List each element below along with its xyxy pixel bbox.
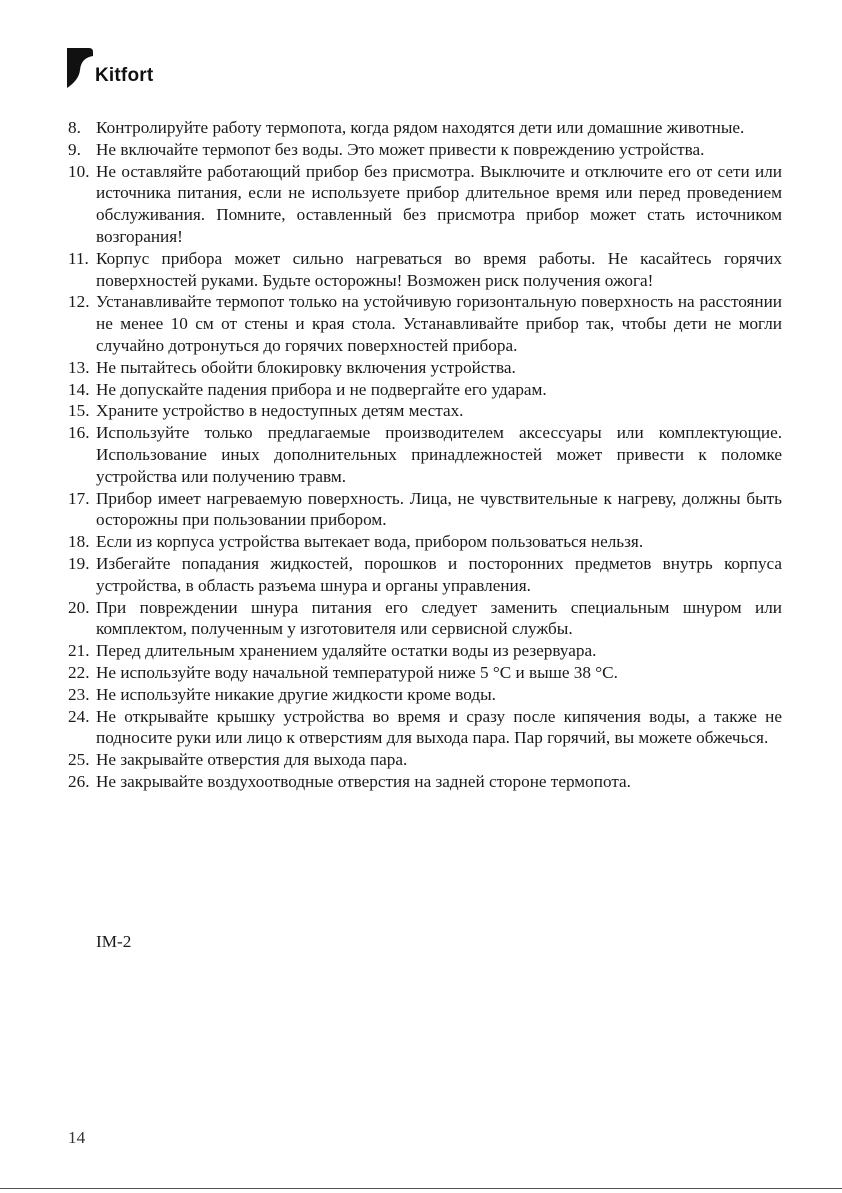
item-text: Храните устройство в недоступных детям местах. [96, 401, 464, 421]
item-text: Не пытайтесь обойти блокировку включения устройства. [96, 357, 516, 377]
item-text: Не открывайте крышку устройства во время и сразу после кипячения воды, а также не подносите руки или лицо к отверстиям для выхода пара. Пар горячий, вы можете обжечься. [96, 706, 782, 748]
item-number: 20. [68, 597, 90, 617]
item-number: 23. [68, 684, 90, 704]
item-text: Не оставляйте работающий прибор без присмотра. Выключите и отключите его от сети или источника питания, если не используете прибор длительное время или перед проведением обслуживания. Помните, оставленный без присмотра прибор может стать источником возгорания! [96, 161, 782, 246]
item-text: Перед длительным хранением удаляйте остатки воды из резервуара. [96, 641, 597, 661]
list-item [68, 422, 782, 487]
list-item [68, 117, 782, 139]
list-item [68, 400, 782, 422]
list-item [68, 749, 782, 771]
item-text: Не допускайте падения прибора и не подвергайте его ударам. [96, 379, 547, 399]
list-item [68, 357, 782, 379]
list-item [68, 706, 782, 750]
brand-name: Kitfort [95, 65, 154, 86]
list-item [68, 139, 782, 161]
list-item [68, 640, 782, 662]
list-item [68, 553, 782, 597]
item-number: 24. [68, 706, 90, 726]
item-text: Прибор имеет нагреваемую поверхность. Лица, не чувствительные к нагреву, должны быть осторожны при пользовании прибором. [96, 488, 782, 530]
item-number: 15. [68, 401, 90, 421]
list-item [68, 684, 782, 706]
list-item [68, 248, 782, 292]
model-code: IM-2 [96, 932, 132, 951]
list-item [68, 379, 782, 401]
list-item [68, 662, 782, 684]
list-item [68, 161, 782, 248]
bottom-rule [0, 1188, 842, 1189]
list-item [68, 771, 782, 793]
list-item [68, 597, 782, 641]
item-number: 13. [68, 357, 90, 377]
list-item [68, 291, 782, 356]
item-number: 17. [68, 488, 90, 508]
list-item [68, 488, 782, 532]
item-number: 11. [68, 248, 89, 268]
safety-instructions-list [68, 117, 782, 793]
list-item [68, 531, 782, 553]
item-text: Не закрывайте отверстия для выхода пара. [96, 750, 408, 770]
item-text: Не закрывайте воздухоотводные отверстия на задней стороне термопота. [96, 771, 631, 791]
item-number: 8. [68, 118, 81, 137]
item-number: 12. [68, 292, 90, 312]
item-text: Используйте только предлагаемые производителем аксессуары или комплектующие. Использование иных дополнительных принадлежностей может привести к поломке устройства или получению травм. [96, 423, 782, 486]
item-text: Не включайте термопот без воды. Это может привести к повреждению устройства. [96, 139, 705, 159]
item-number: 19. [68, 553, 90, 573]
item-number: 26. [68, 771, 90, 791]
item-text: Устанавливайте термопот только на устойчивую горизонтальную поверхность на расстоянии не менее 10 см от стены и края стола. Устанавливайте прибор так, чтобы дети не могли случайно дотронуться до горячих поверхностей прибора. [96, 292, 782, 355]
item-number: 10. [68, 161, 90, 181]
item-text: Контролируйте работу термопота, когда рядом находятся дети или домашние животные. [96, 118, 745, 137]
item-text: Не используйте воду начальной температурой ниже 5 °C и выше 38 °C. [96, 662, 618, 682]
item-text: Если из корпуса устройства вытекает вода, прибором пользоваться нельзя. [96, 532, 644, 552]
item-text: При повреждении шнура питания его следует заменить специальным шнуром или комплектом, полученным у изготовителя или сервисной службы. [96, 597, 782, 639]
item-number: 18. [68, 532, 90, 552]
item-number: 21. [68, 641, 90, 661]
item-number: 22. [68, 662, 90, 682]
page-number: 14 [68, 1128, 86, 1147]
item-text: Не используйте никакие другие жидкости кроме воды. [96, 684, 496, 704]
brand-logo [67, 48, 153, 88]
item-number: 25. [68, 750, 90, 770]
item-text: Избегайте попадания жидкостей, порошков и посторонних предметов внутрь корпуса устройства, в область разъема шнура и органы управления. [96, 553, 782, 595]
kitfort-logo-icon [67, 48, 93, 88]
item-number: 9. [68, 139, 81, 159]
item-text: Корпус прибора может сильно нагреваться во время работы. Не касайтесь горячих поверхностей руками. Будьте осторожны! Возможен риск получения ожога! [96, 248, 782, 290]
item-number: 16. [68, 423, 90, 443]
item-number: 14. [68, 379, 90, 399]
